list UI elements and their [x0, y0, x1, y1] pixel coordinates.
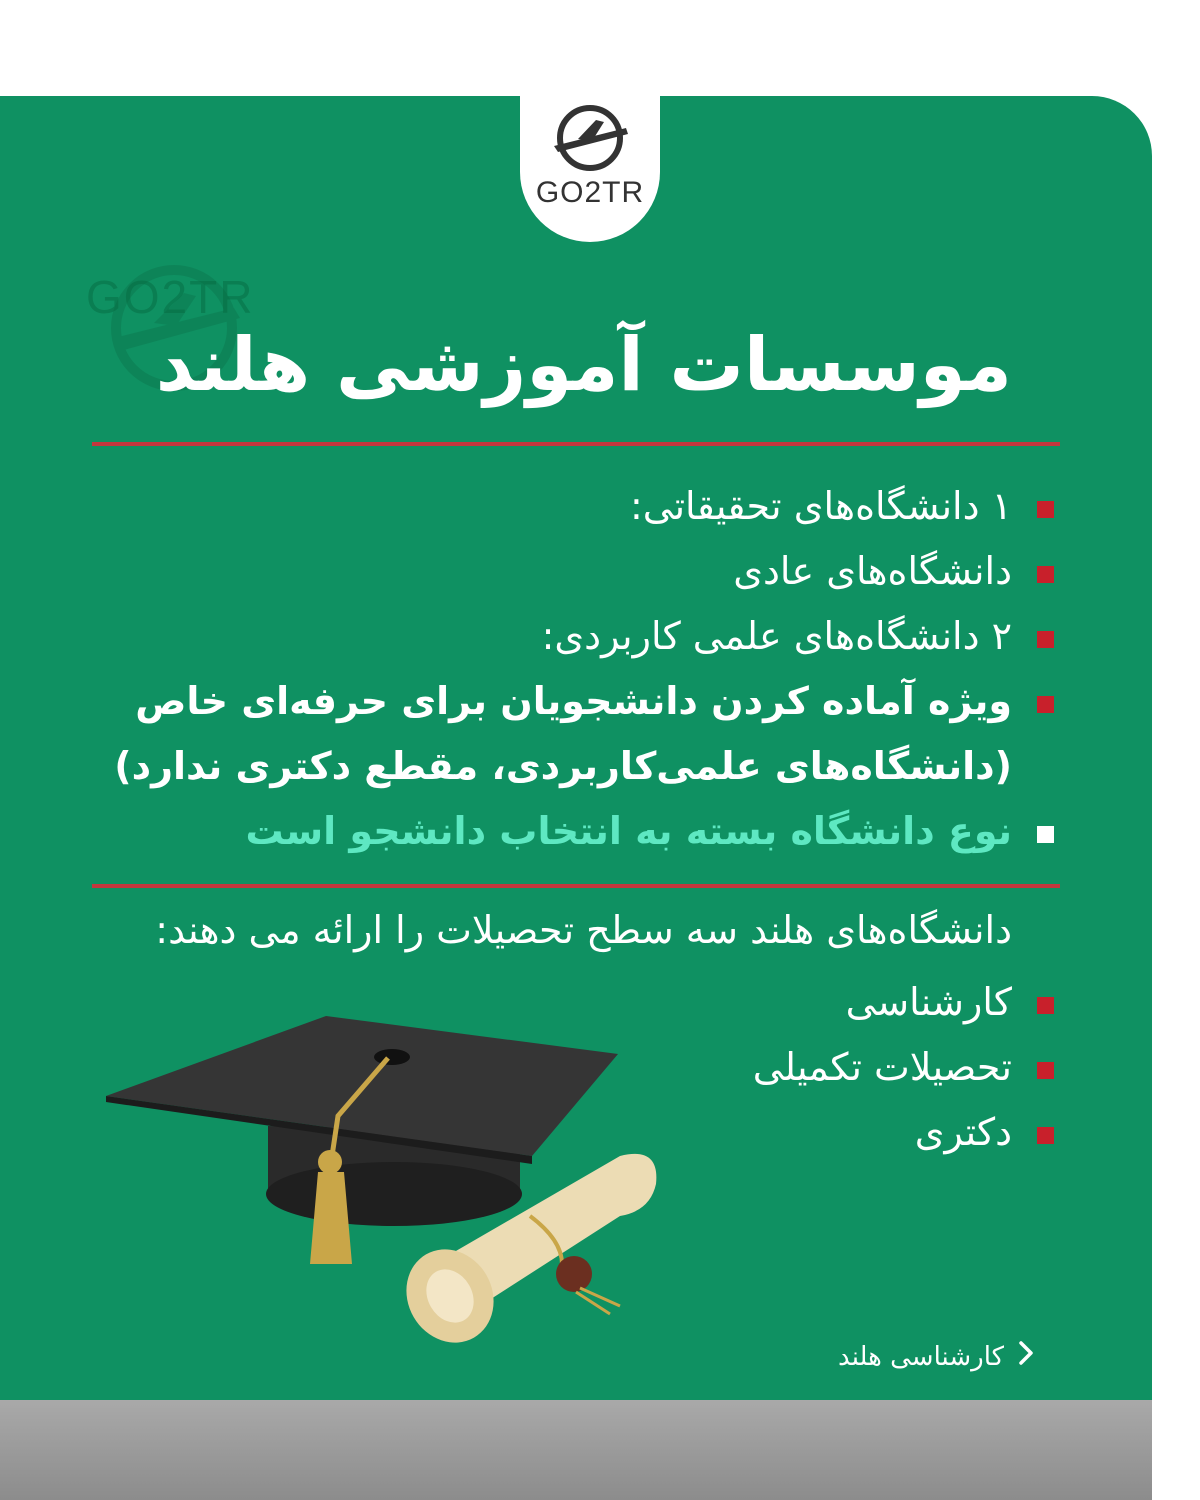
list-item: دانشگاه‌های عادی	[114, 539, 1012, 604]
list-item: کارشناسی	[753, 970, 1012, 1035]
list-item-highlight: نوع دانشگاه بسته به انتخاب دانشجو است	[114, 799, 1012, 864]
bottom-gray-strip	[0, 1400, 1200, 1500]
chevron-right-icon	[1018, 1340, 1034, 1373]
list-item: دکتری	[753, 1100, 1012, 1165]
bullet-icon	[1037, 566, 1054, 583]
levels-heading: دانشگاه‌های هلند سه سطح تحصیلات را ارائه می دهند:	[155, 908, 1012, 952]
bullet-icon	[1037, 997, 1054, 1014]
bullet-icon	[1037, 501, 1054, 518]
list-item: تحصیلات تکمیلی	[753, 1035, 1012, 1100]
footer-link-label: کارشناسی هلند	[838, 1341, 1004, 1372]
bullet-icon	[1037, 696, 1054, 713]
page-title: موسسات آموزشی هلند	[155, 322, 1012, 408]
divider-top	[92, 442, 1060, 446]
brand-logo-text: GO2TR	[535, 176, 645, 209]
brand-logo-icon	[550, 98, 630, 178]
bullet-icon	[1037, 631, 1054, 648]
bullet-icon	[1037, 826, 1054, 843]
card-edge	[1152, 156, 1200, 1500]
bullet-icon	[1037, 1062, 1054, 1079]
list-item: ویژه آماده کردن دانشجویان برای حرفه‌ای خاص (دانشگاه‌های علمی‌کاربردی، مقطع دکتری ندارد)	[114, 669, 1012, 799]
content-card	[0, 96, 1152, 1400]
bullet-icon	[1037, 1127, 1054, 1144]
footer-link-bachelor[interactable]	[838, 1340, 1034, 1373]
logo-badge	[520, 70, 660, 242]
list-item: ۲ دانشگاه‌های علمی کاربردی:	[114, 604, 1012, 669]
divider-bottom	[92, 884, 1060, 888]
watermark-text: GO2TR	[86, 271, 255, 323]
levels-list	[753, 970, 1012, 1165]
graduation-cap-and-diploma-icon	[100, 1006, 660, 1346]
institutions-list	[114, 474, 1012, 864]
list-item: ۱ دانشگاه‌های تحقیقاتی:	[114, 474, 1012, 539]
